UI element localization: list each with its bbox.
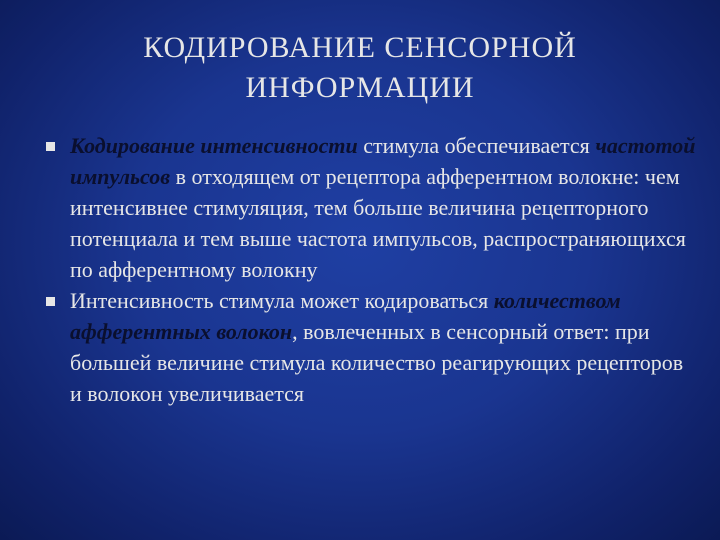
bullet-2-text-1: Интенсивность стимула может кодироваться: [70, 288, 494, 313]
bullet-2-emphasis: количеством афферентных волокон: [70, 288, 621, 344]
slide-title-line-2: ИНФОРМАЦИИ: [245, 71, 475, 104]
square-bullet-icon: [46, 142, 55, 151]
square-bullet-icon: [46, 297, 55, 306]
bullet-list: [46, 130, 696, 409]
bullet-2-text-2: , вовлеченных в сенсорный ответ: при большей величине стимула количество реагирующих рецепторов и волокон увеличивается: [70, 319, 684, 406]
bullet-1-emphasis-2: частотой импульсов: [70, 133, 696, 189]
slide-title-line-1: КОДИРОВАНИЕ СЕНСОРНОЙ: [143, 31, 577, 64]
bullet-1-text-1: стимула обеспечивается: [357, 133, 596, 158]
bullet-item-2: [46, 285, 696, 409]
bullet-1-emphasis: Кодирование интенсивности: [70, 133, 358, 158]
bullet-item-1: [46, 130, 696, 285]
slide-title: [0, 28, 720, 108]
bullet-1-text-2: в отходящем от рецептора афферентном волокне: чем интенсивнее стимуляция, тем больше величина рецепторного потенциала и тем выше частота импульсов, распространяющихся по афферентному волокну: [70, 164, 686, 282]
